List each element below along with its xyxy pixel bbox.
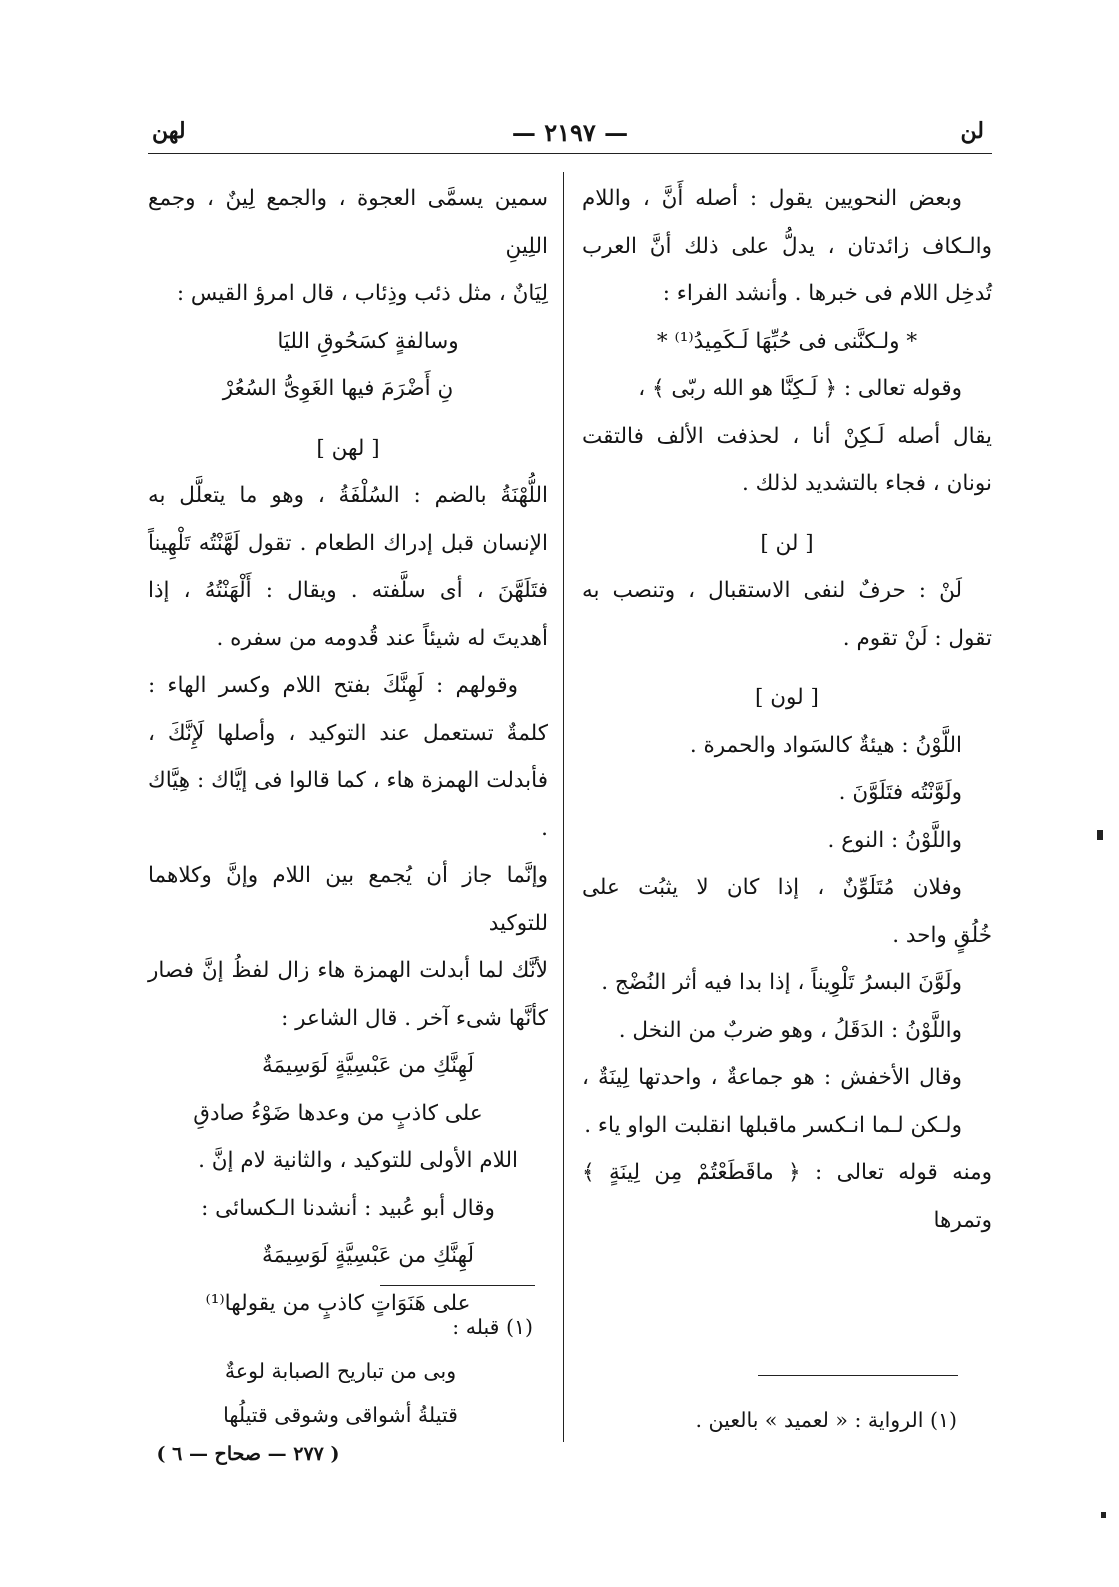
text-line: خُلُقٍ واحد .	[892, 922, 992, 948]
text-line: اللُّهْنَةُ بالضم : السُلْفَةُ ، وهو ما يتعلَّل به	[148, 483, 548, 508]
page-footer: ( ٢٧٧ — صحاح — ٦ )	[156, 1443, 340, 1465]
page-number: — ٢١٩٧ —	[511, 118, 629, 147]
text-line: لأنَّك لما أبدلت الهمزة هاء زال لفظُ إنَّ فصار	[148, 958, 548, 983]
text-line: فأبدلت الهمزة هاء ، كما قالوا فى إيَّاك : هِيَّاك .	[148, 768, 548, 841]
footnote-right	[582, 1398, 957, 1442]
text-line: وقولهم : لَهِنَّكَ بفتح اللام وكسر الهاء :	[148, 673, 518, 698]
text-line: كأنَّها شىء آخر . قال الشاعر :	[281, 1005, 548, 1031]
footnote-verse-line: وبى من تباريح الصبابة لوعةٌ	[224, 1359, 457, 1383]
text-line: تقول : لَنْ تقوم .	[842, 625, 992, 651]
verse-line: * ولـكنَّنى فى حُبِّهَا لَـكَمِيدُ⁽¹⁾ *	[656, 328, 918, 354]
footnote-rule-right	[758, 1375, 958, 1376]
text-line: واللَّوْنُ : النوع .	[827, 827, 962, 853]
text-line: كلمةٌ تستعمل عند التوكيد ، وأصلها لَإِنَّكَ ،	[148, 720, 548, 746]
header-left-word: لهن	[152, 118, 186, 144]
right-column	[582, 175, 992, 1244]
left-column	[148, 175, 548, 1327]
text-line: لِيَانٌ ، مثل ذئب وذِئاب ، قال امرؤ القيس :	[176, 281, 548, 306]
text-line: اللام الأولى للتوكيد ، والثانية لام إنَّ .	[198, 1148, 518, 1173]
text-line: سمين يسمَّى العجوة ، والجمع لِينٌ ، وجمع اللِينِ	[148, 186, 548, 259]
text-line: لَنْ : حرفٌ لنفى الاستقبال ، وتنصب به	[582, 578, 962, 603]
entry-heading-lahn: [ لهن ]	[316, 435, 380, 461]
text-line: وقوله تعالى : ﴿ لَـكِنَّا هو الله ربّى ﴾ ،	[638, 376, 962, 401]
verse-line: على كاذبٍ من وعدها ضَوْءُ صادقِ	[193, 1100, 483, 1126]
margin-mark	[1101, 1512, 1106, 1518]
verse-line: لَهِنَّكِ من عَبْسِيَّةٍ لَوَسِيمَةٌ	[261, 1053, 475, 1078]
footnote-label: (١) قبله :	[452, 1315, 533, 1339]
text-line: وبعض النحويين يقول : أصله أَنَّ ، واللام	[582, 186, 962, 211]
margin-mark	[1097, 830, 1103, 840]
footnote-verse-line: قتيلةُ أشواقى وشوقى قتيلُها	[223, 1403, 458, 1427]
text-line: وقال أبو عُبيد : أنشدنا الـكسائى :	[201, 1195, 495, 1221]
text-line: الإنسان قبل إدراك الطعام . تقول لَهَّنْتُه تَلْهِيناً	[148, 530, 548, 556]
footnote-text: (١) الرواية : « لعميد » بالعين .	[695, 1408, 957, 1432]
text-line: ومنه قوله تعالى : ﴿ ماقَطَعْتُمْ مِن لِينَةٍ ﴾ وتمرها	[582, 1160, 992, 1233]
text-line: والـكاف زائدتان ، يدلُّ على ذلك أنَّ العرب	[582, 233, 992, 259]
text-line: وفلان مُتَلَوِّنٌ ، إذا كان لا يثبُت على	[582, 875, 962, 900]
text-line: ولَوَّنْتُه فتَلَوَّنَ .	[838, 780, 962, 805]
footnote-left	[148, 1305, 533, 1437]
text-line: وإنَّما جاز أن يُجمع بين اللام وإنَّ وكلاهما للتوكيد	[148, 863, 548, 936]
entry-heading-lawn: [ لون ]	[755, 685, 819, 710]
entry-heading-lan: [ لن ]	[760, 530, 814, 556]
text-line: فتَلَهَّنَ ، أى سلَّفته . ويقال : أَلْهَنْتُهُ ، إذا	[148, 578, 548, 603]
verse-line: وسالفةٍ كسَحُوقِ الليَا	[277, 328, 459, 354]
column-divider	[563, 172, 564, 1442]
text-line: تُدخِل اللام فى خبرها . وأنشد الفراء :	[662, 281, 992, 306]
text-line: واللَّوْنُ : الدَقَلُ ، وهو ضربٌ من النخل .	[618, 1017, 962, 1043]
verse-line: نِ أَضْرَمَ فيها الغَوِىُّ السُعُرْ	[222, 376, 454, 401]
text-line: أهديتَ له شيئاً عند قُدومه من سفره .	[216, 625, 548, 651]
text-line: ولـكن لـما انـكسر ماقبلها انقلبت الواو ياء .	[584, 1112, 962, 1138]
text-line: وقال الأخفش : هو جماعةٌ ، واحدتها لِينَةٌ ،	[582, 1065, 962, 1090]
text-line: نونان ، فجاء بالتشديد لذلك .	[742, 471, 992, 496]
verse-line: لَهِنَّكِ من عَبْسِيَّةٍ لَوَسِيمَةٌ	[261, 1243, 475, 1268]
header-rule	[148, 153, 992, 154]
page-header	[148, 118, 992, 154]
footnote-rule-left	[380, 1285, 535, 1286]
text-line: يقال أصله لَـكِنْ أنا ، لحذفت الألف فالتقت	[582, 423, 992, 449]
header-right-word: لن	[960, 118, 984, 144]
text-line: ولَوَّنَ البسرُ تَلْوِيناً ، إذا بدا فيه أثر النُضْج .	[601, 970, 962, 995]
text-line: اللَّوْنُ : هيئةٌ كالسَواد والحمرة .	[689, 732, 962, 758]
verse-line: على هَنَوَاتٍ كاذبٍ من يقولها⁽¹⁾	[205, 1290, 471, 1316]
